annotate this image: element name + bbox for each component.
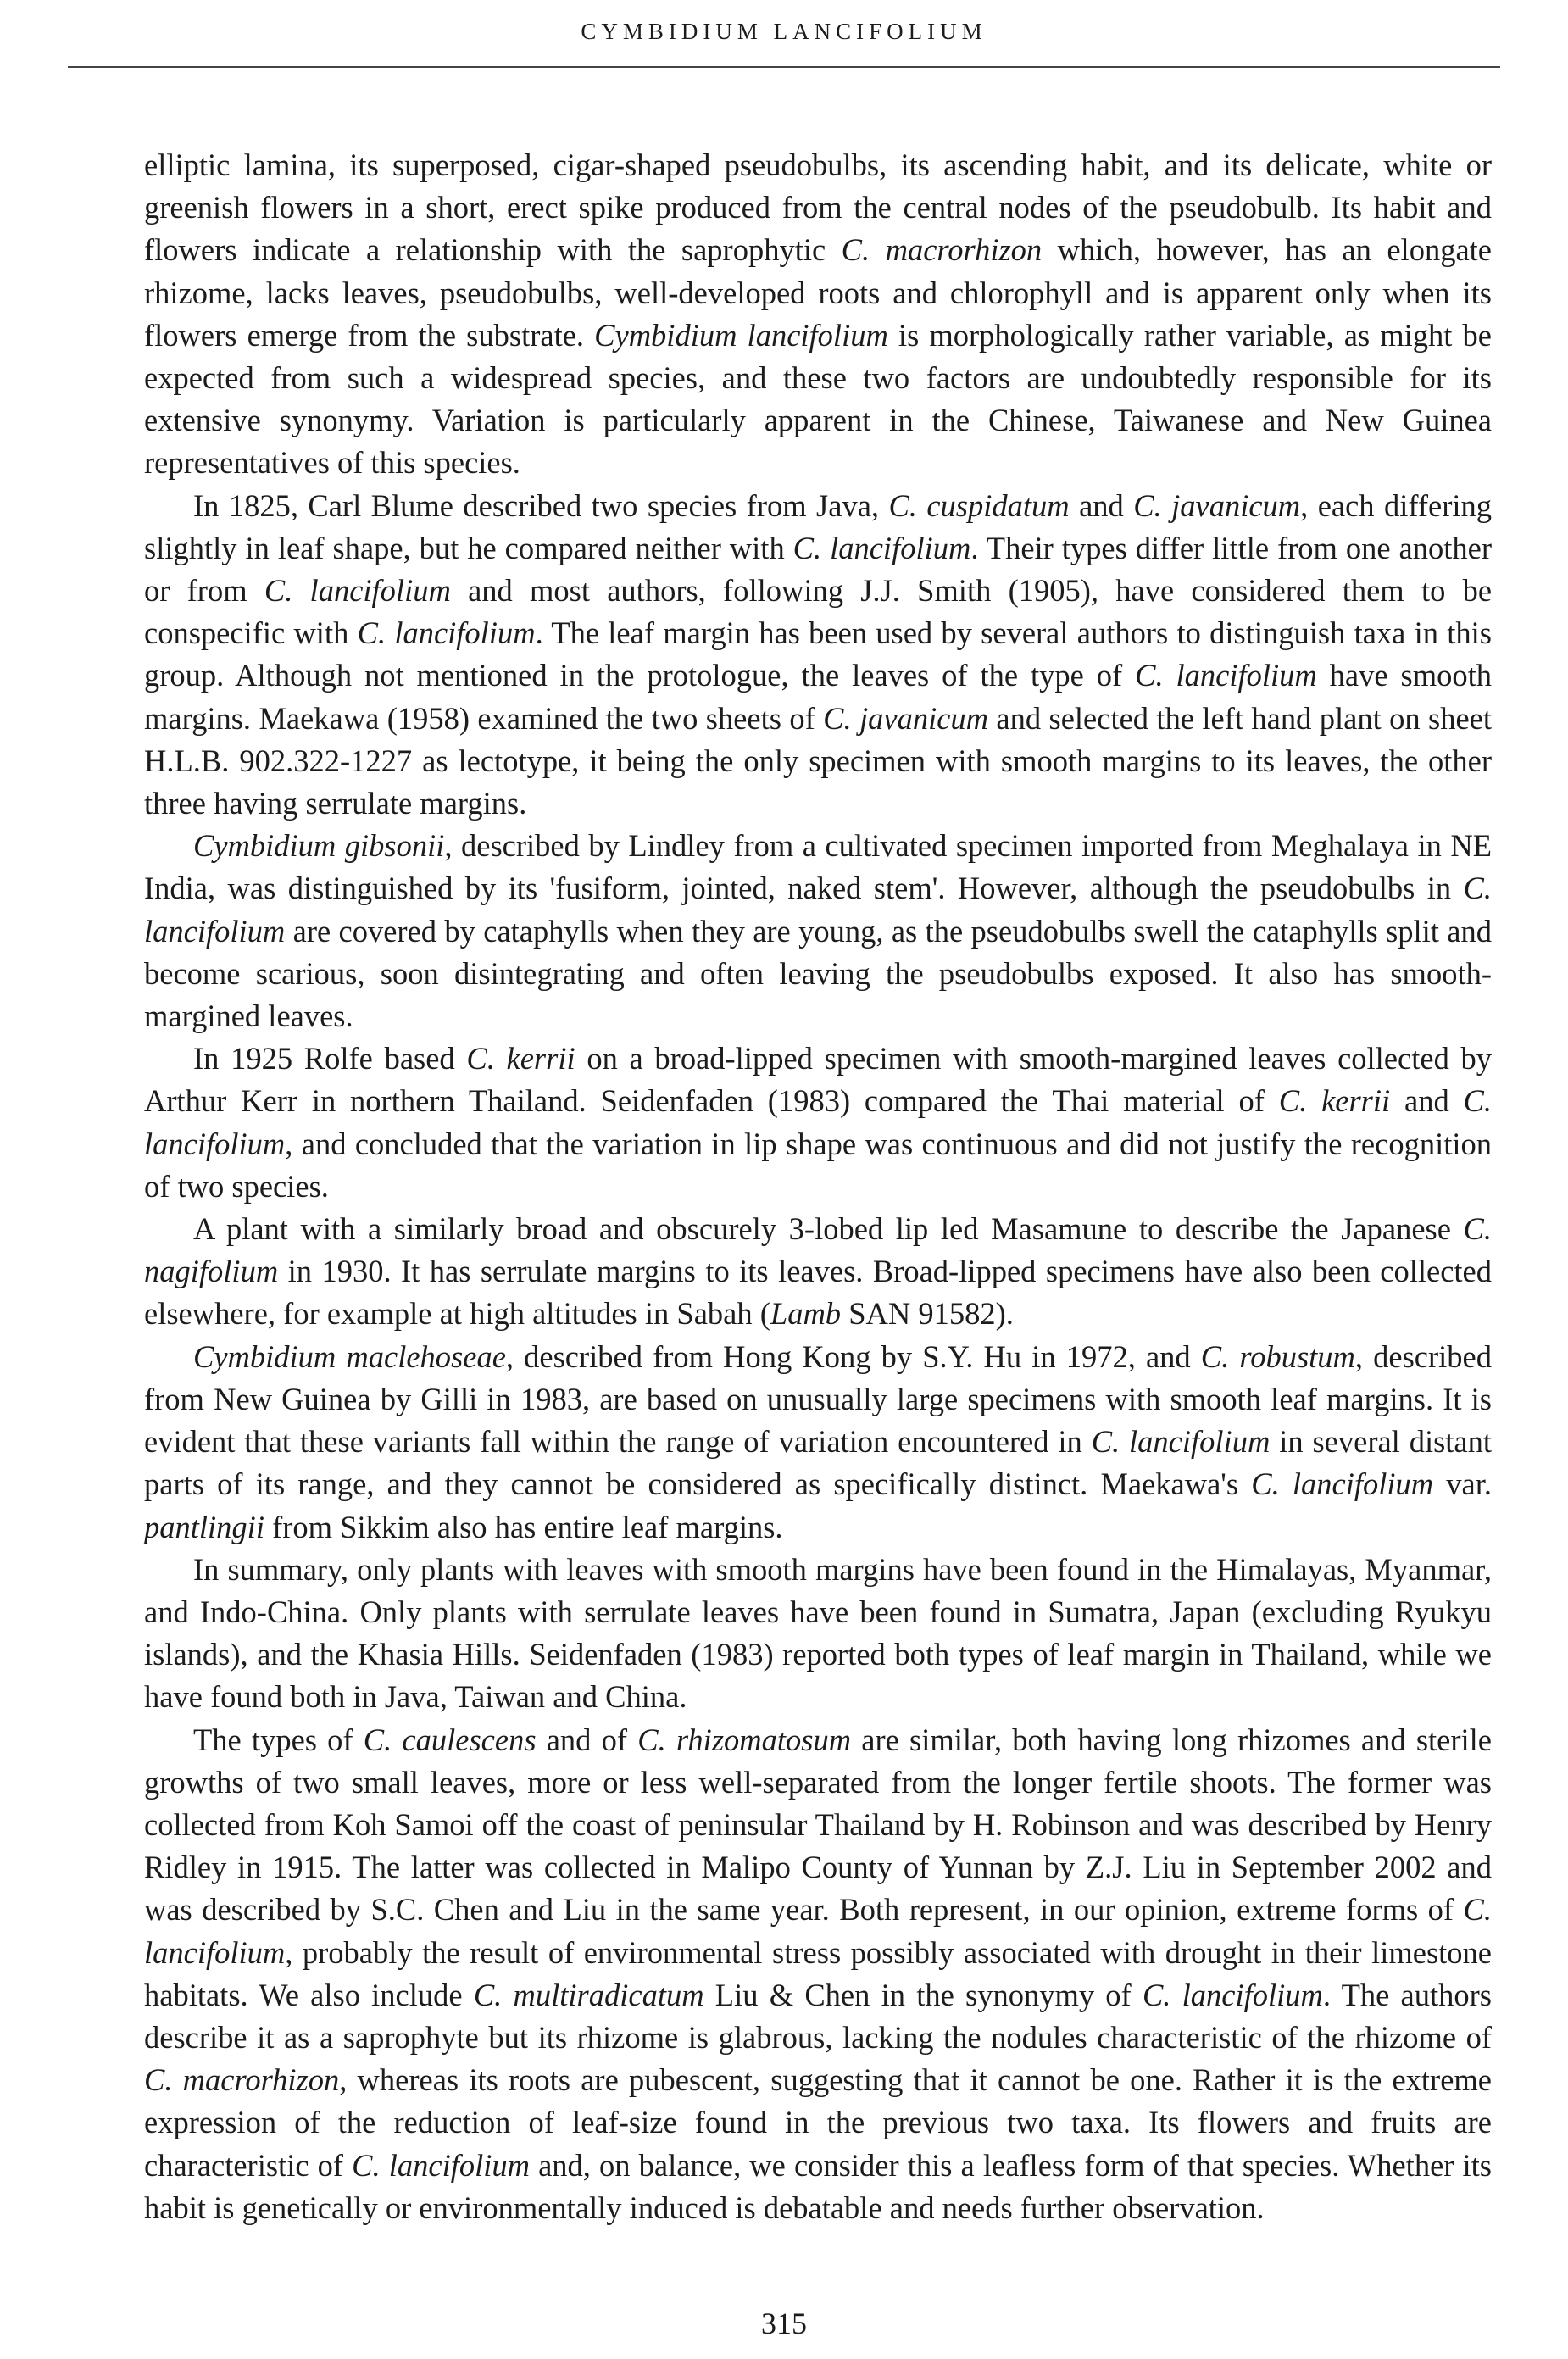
- text-run: , described by Lindley from a cultivated specimen imported from Meghalaya in NE India, was distinguished by its 'fusiform, jointed, naked stem'. However, although the pseudobulbs in: [144, 828, 1492, 906]
- italic-taxon-text: Cymbidium gibsonii: [193, 828, 445, 864]
- text-run: have smooth margins. Maekawa (1958) examined the two sheets of: [144, 658, 1492, 736]
- paragraph: [144, 485, 1492, 826]
- text-run: from Sikkim also has entire leaf margins.: [264, 1509, 783, 1544]
- text-run: , described from New Guinea by Gilli in 1983, are based on unusually large specimens with smooth leaf margins. It is evident that these variants fall within the range of variation encountered in: [144, 1338, 1492, 1460]
- paragraph: [144, 144, 1492, 485]
- text-run: in 1930. It has serrulate margins to its leaves. Broad-lipped specimens have also been collected elsewhere, for example at high altitudes in Sabah (: [144, 1254, 1492, 1332]
- paragraph: [144, 1549, 1492, 1719]
- text-run: which, however, has an elongate rhizome, lacks leaves, pseudobulbs, well-developed roots and chlorophyll and is apparent only when its flowers emerge from the substrate.: [144, 232, 1492, 353]
- text-run: , and concluded that the variation in lip shape was continuous and did not justify the recognition of two species.: [144, 1126, 1492, 1204]
- text-run: , described from Hong Kong by S.Y. Hu in 1972, and: [505, 1338, 1201, 1374]
- text-run: In summary, only plants with leaves with smooth margins have been found in the Himalayas, Myanmar, and Indo-China. Only plants with serrulate leaves have been found in Sumatra, Japan (excluding Ryukyu islands), and the Khasia Hills. Seidenfaden (1983) reported both types of leaf margin in Thailand, while we have found both in Java, Taiwan and China.: [144, 1551, 1492, 1715]
- text-run: is morphologically rather variable, as might be expected from such a widespread species, and these two factors are undoubtedly responsible for its extensive synonymy. Variation is particularly apparent in the Chinese, Taiwanese and New Guinea representatives of this species.: [144, 317, 1492, 481]
- italic-taxon-text: C. cuspidatum: [888, 487, 1070, 523]
- running-head: CYMBIDIUM LANCIFOLIUM: [581, 19, 987, 44]
- text-run: and: [1390, 1083, 1464, 1119]
- italic-taxon-text: C. nagifolium: [144, 1211, 1492, 1289]
- text-run: on a broad-lipped specimen with smooth-margined leaves collected by Arthur Kerr in northern Thailand. Seidenfaden (1983) compared the Thai material of: [144, 1041, 1493, 1119]
- italic-taxon-text: C. macrorhizon: [841, 232, 1043, 268]
- text-run: in several distant parts of its range, and they cannot be considered as specifically distinct. Maekawa's: [144, 1424, 1493, 1502]
- text-run: and most authors, following J.J. Smith (1905), have considered them to be conspecific with: [144, 573, 1493, 651]
- text-run: . The authors describe it as a saprophyte but its rhizome is glabrous, lacking the nodules characteristic of the rhizome of: [144, 1977, 1492, 2055]
- italic-taxon-text: C. lancifolium: [1251, 1466, 1434, 1502]
- header-rule: [68, 66, 1500, 68]
- page-number: 315: [761, 2306, 807, 2340]
- italic-taxon-text: C. kerrii: [466, 1041, 575, 1077]
- italic-taxon-text: C. lancifolium: [1135, 658, 1317, 693]
- text-run: The types of: [193, 1722, 364, 1757]
- italic-taxon-text: C. lancifolium: [792, 530, 971, 565]
- text-run: and of: [536, 1722, 638, 1757]
- text-run: var.: [1433, 1466, 1493, 1502]
- italic-taxon-text: Cymbidium maclehoseae: [193, 1338, 506, 1374]
- text-run: , each differing slightly in leaf shape, but he compared neither with: [144, 487, 1492, 565]
- text-run: are similar, both having long rhizomes and sterile growths of two small leaves, more or less well-separated from the longer fertile shoots. The former was collected from Koh Samoi off the coast of peninsular Thailand by H. Robinson and was described by Henry Ridley in 1915. The latter was collected in Malipo County of Yunnan by Z.J. Liu in September 2002 and was described by S.C. Chen and Liu in the same year. Both represent, in our opinion, extreme forms of: [144, 1722, 1492, 1928]
- text-run: . The leaf margin has been used by several authors to distinguish taxa in this group. Although not mentioned in the protologue, the leaves of the type of: [144, 615, 1492, 693]
- italic-taxon-text: C. lancifolium: [1142, 1977, 1323, 2012]
- text-run: In 1825, Carl Blume described two species from Java,: [193, 487, 889, 523]
- paragraph: [144, 1336, 1492, 1549]
- text-run: and: [1069, 487, 1134, 523]
- text-run: A plant with a similarly broad and obscurely 3-lobed lip led Masamune to describe the Japanese: [193, 1211, 1464, 1247]
- body-text: [144, 144, 1492, 2229]
- text-run: and, on balance, we consider this a leafless form of that species. Whether its habit is genetically or environmentally induced is debatable and needs further observation.: [144, 2147, 1493, 2225]
- text-run: , whereas its roots are pubescent, suggesting that it cannot be one. Rather it is the extreme expression of the reduction of leaf-size found in the previous two taxa. Its flowers and fruits are characteristic of: [144, 2062, 1493, 2183]
- italic-taxon-text: Cymbidium lancifolium: [594, 317, 888, 353]
- text-run: elliptic lamina, its superposed, cigar-shaped pseudobulbs, its ascending habit, and its delicate, white or greenish flowers in a short, erect spike produced from the central nodes of the pseudobulb. Its habit and flowers indicate a relationship with the saprophytic: [144, 147, 1492, 268]
- italic-taxon-text: C. robustum: [1200, 1338, 1355, 1374]
- paragraph: [144, 1719, 1492, 2229]
- italic-taxon-text: C. javanicum: [1133, 487, 1301, 523]
- italic-taxon-text: C. lancifolium: [264, 573, 451, 609]
- italic-taxon-text: C. rhizomatosum: [637, 1722, 852, 1757]
- italic-taxon-text: C. caulescens: [363, 1722, 537, 1757]
- paragraph: [144, 1208, 1492, 1336]
- italic-taxon-text: C. javanicum: [823, 700, 989, 736]
- text-run: In 1925 Rolfe based: [193, 1041, 467, 1077]
- text-run: , probably the result of environmental stress possibly associated with drought in their limestone habitats. We also include: [144, 1934, 1492, 2012]
- text-run: SAN 91582).: [841, 1296, 1014, 1332]
- text-run: and selected the left hand plant on sheet H.L.B. 902.322-1227 as lectotype, it being the only specimen with smooth margins to its leaves, the other three having serrulate margins.: [144, 700, 1493, 821]
- italic-taxon-text: Lamb: [770, 1296, 842, 1332]
- italic-taxon-text: C. lancifolium: [144, 1083, 1493, 1161]
- paragraph: [144, 1038, 1492, 1208]
- italic-taxon-text: C. lancifolium: [1091, 1424, 1271, 1460]
- text-run: are covered by cataphylls when they are young, as the pseudobulbs swell the cataphylls split and become scarious, soon disintegrating and often leaving the pseudobulbs exposed. It also has smooth-margined leaves.: [144, 913, 1492, 1034]
- italic-taxon-text: C. kerrii: [1278, 1083, 1391, 1119]
- book-page: [68, 0, 1500, 2359]
- italic-taxon-text: C. lancifolium: [144, 871, 1492, 949]
- italic-taxon-text: C. macrorhizon: [144, 2062, 340, 2098]
- italic-taxon-text: C. multiradicatum: [473, 1977, 704, 2012]
- italic-taxon-text: C. lancifolium: [144, 1892, 1492, 1970]
- paragraph: [144, 825, 1492, 1038]
- text-run: . Their types differ little from one another or from: [144, 530, 1493, 609]
- italic-taxon-text: C. lancifolium: [352, 2147, 530, 2183]
- italic-taxon-text: pantlingii: [144, 1509, 264, 1544]
- text-run: Liu & Chen in the synonymy of: [703, 1977, 1143, 2012]
- italic-taxon-text: C. lancifolium: [357, 615, 536, 651]
